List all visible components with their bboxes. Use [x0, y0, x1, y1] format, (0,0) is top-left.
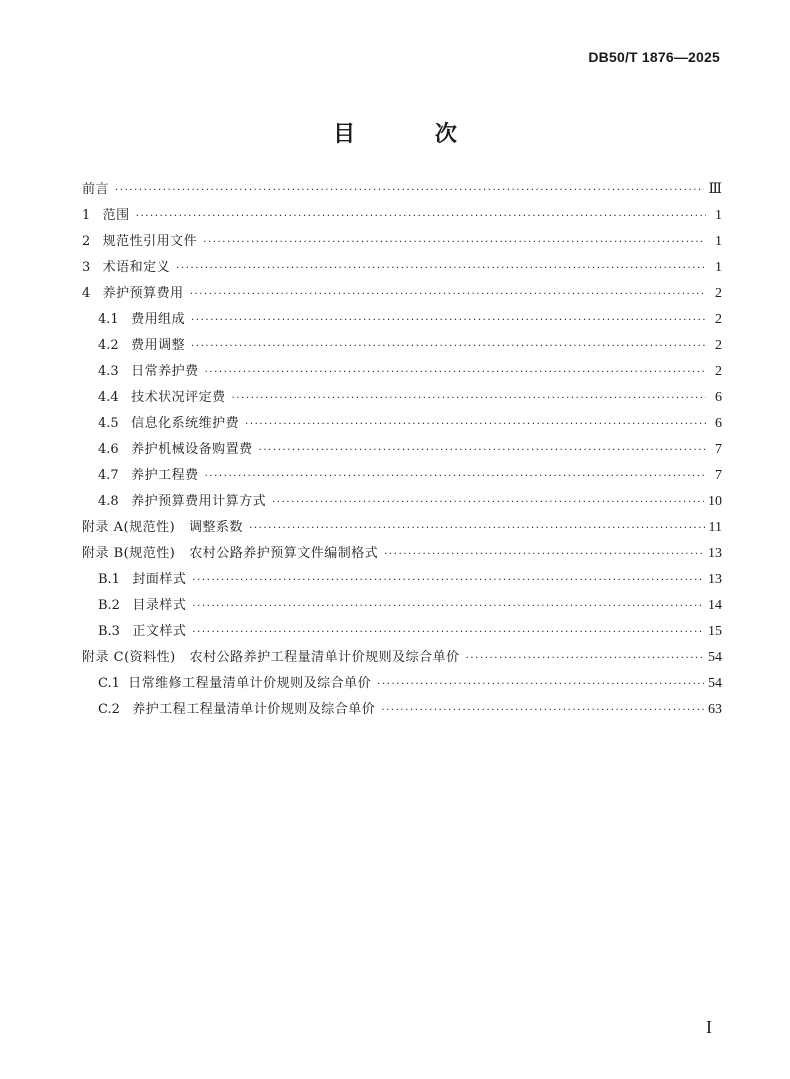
table-of-contents [82, 177, 722, 723]
toc-entry[interactable] [82, 463, 722, 489]
toc-entry[interactable] [82, 593, 722, 619]
toc-entry[interactable] [82, 671, 722, 697]
toc-entry[interactable] [82, 229, 722, 255]
dot-leader [466, 646, 704, 672]
toc-entry-number: 4.1 [98, 312, 132, 327]
toc-entry-page: 1 [715, 208, 722, 223]
toc-entry[interactable] [82, 177, 722, 203]
dot-leader [203, 230, 706, 256]
dot-leader [272, 490, 704, 516]
toc-entry-title: 规范性引用文件 [102, 234, 198, 249]
toc-entry-title: 日常维修工程量清单计价规则及综合单价 [128, 676, 372, 691]
toc-entry-title: 费用组成 [131, 312, 186, 327]
page-number: I [706, 1017, 712, 1037]
toc-entry-page: 54 [708, 676, 722, 691]
toc-entry-page: 7 [715, 442, 722, 457]
toc-entry[interactable] [82, 281, 722, 307]
toc-entry-page: 7 [715, 468, 722, 483]
toc-entry[interactable] [82, 411, 722, 437]
dot-leader [136, 204, 706, 230]
dot-leader [377, 672, 704, 698]
dot-leader [205, 464, 706, 490]
dot-leader [191, 334, 706, 360]
toc-entry-title: 养护工程工程量清单计价规则及综合单价 [132, 702, 376, 717]
toc-entry-page: Ⅲ [708, 182, 722, 197]
toc-entry-title: 费用调整 [131, 338, 186, 353]
toc-entry-page: 2 [715, 286, 722, 301]
toc-entry-number: 4.4 [98, 390, 132, 405]
toc-entry-title: 养护工程费 [131, 468, 199, 483]
toc-entry-number: C.2 [98, 702, 133, 717]
toc-entry-number: 4 [82, 286, 103, 301]
toc-entry-page: 54 [708, 650, 722, 665]
toc-entry[interactable] [82, 203, 722, 229]
dot-leader [190, 282, 706, 308]
toc-entry-title: 养护预算费用计算方式 [131, 494, 267, 509]
standard-code: DB50/T 1876—2025 [588, 49, 720, 65]
dot-leader [192, 594, 704, 620]
toc-entry-title: 附录 B(规范性) 农村公路养护预算文件编制格式 [82, 546, 379, 561]
dot-leader [245, 412, 706, 438]
toc-entry-number: 4.7 [98, 468, 132, 483]
dot-leader [384, 542, 704, 568]
toc-entry-page: 13 [708, 546, 722, 561]
toc-entry-page: 63 [708, 702, 722, 717]
toc-entry-page: 6 [715, 416, 722, 431]
toc-entry-title: 正文样式 [132, 624, 187, 639]
dot-leader [191, 308, 706, 334]
toc-entry-title: 封面样式 [132, 572, 187, 587]
toc-entry-title: 附录 A(规范性) 调整系数 [82, 520, 244, 535]
toc-entry-number: 3 [82, 260, 103, 275]
dot-leader [176, 256, 706, 282]
toc-entry-number: B.2 [98, 598, 133, 613]
toc-entry-title: 目录样式 [132, 598, 187, 613]
toc-entry-number: B.3 [98, 624, 133, 639]
toc-entry-page: 1 [715, 260, 722, 275]
toc-entry-title: 前言 [82, 182, 110, 197]
toc-entry-title: 养护预算费用 [102, 286, 184, 301]
toc-entry[interactable] [82, 541, 722, 567]
dot-leader [232, 386, 706, 412]
toc-entry-number: 4.6 [98, 442, 132, 457]
toc-entry[interactable] [82, 567, 722, 593]
dot-leader [192, 620, 704, 646]
toc-entry[interactable] [82, 437, 722, 463]
toc-entry[interactable] [82, 697, 722, 723]
dot-leader [249, 516, 704, 542]
toc-entry-page: 10 [708, 494, 722, 509]
toc-entry-page: 11 [708, 520, 722, 535]
toc-entry[interactable] [82, 385, 722, 411]
dot-leader [115, 178, 704, 204]
toc-entry-page: 2 [715, 338, 722, 353]
dot-leader [192, 568, 704, 594]
toc-entry-page: 13 [708, 572, 722, 587]
toc-entry-number: 1 [82, 208, 103, 223]
toc-entry-number: C.1 [98, 676, 129, 691]
page-title: 目 次 [333, 122, 493, 147]
toc-entry-page: 2 [715, 364, 722, 379]
toc-entry-title: 范围 [102, 208, 130, 223]
toc-entry-page: 14 [708, 598, 722, 613]
toc-entry[interactable] [82, 255, 722, 281]
toc-entry-number: 2 [82, 234, 103, 249]
toc-entry[interactable] [82, 359, 722, 385]
toc-entry-title: 附录 C(资料性) 农村公路养护工程量清单计价规则及综合单价 [82, 650, 460, 665]
toc-entry-number: 4.3 [98, 364, 132, 379]
dot-leader [259, 438, 706, 464]
toc-entry-page: 1 [715, 234, 722, 249]
toc-entry-page: 6 [715, 390, 722, 405]
toc-entry-title: 信息化系统维护费 [131, 416, 240, 431]
dot-leader [205, 360, 706, 386]
toc-entry-number: 4.2 [98, 338, 132, 353]
dot-leader [381, 698, 704, 724]
toc-entry-page: 15 [708, 624, 722, 639]
toc-entry-number: B.1 [98, 572, 133, 587]
toc-entry-title: 技术状况评定费 [131, 390, 226, 405]
toc-entry[interactable] [82, 619, 722, 645]
toc-entry[interactable] [82, 645, 722, 671]
toc-entry-number: 4.8 [98, 494, 132, 509]
toc-entry[interactable] [82, 515, 722, 541]
toc-entry[interactable] [82, 333, 722, 359]
toc-entry-title: 养护机械设备购置费 [131, 442, 253, 457]
toc-entry-number: 4.5 [98, 416, 132, 431]
toc-entry-page: 2 [715, 312, 722, 327]
toc-entry[interactable] [82, 307, 722, 333]
toc-entry-title: 日常养护费 [131, 364, 199, 379]
toc-entry-title: 术语和定义 [102, 260, 171, 275]
toc-entry[interactable] [82, 489, 722, 515]
